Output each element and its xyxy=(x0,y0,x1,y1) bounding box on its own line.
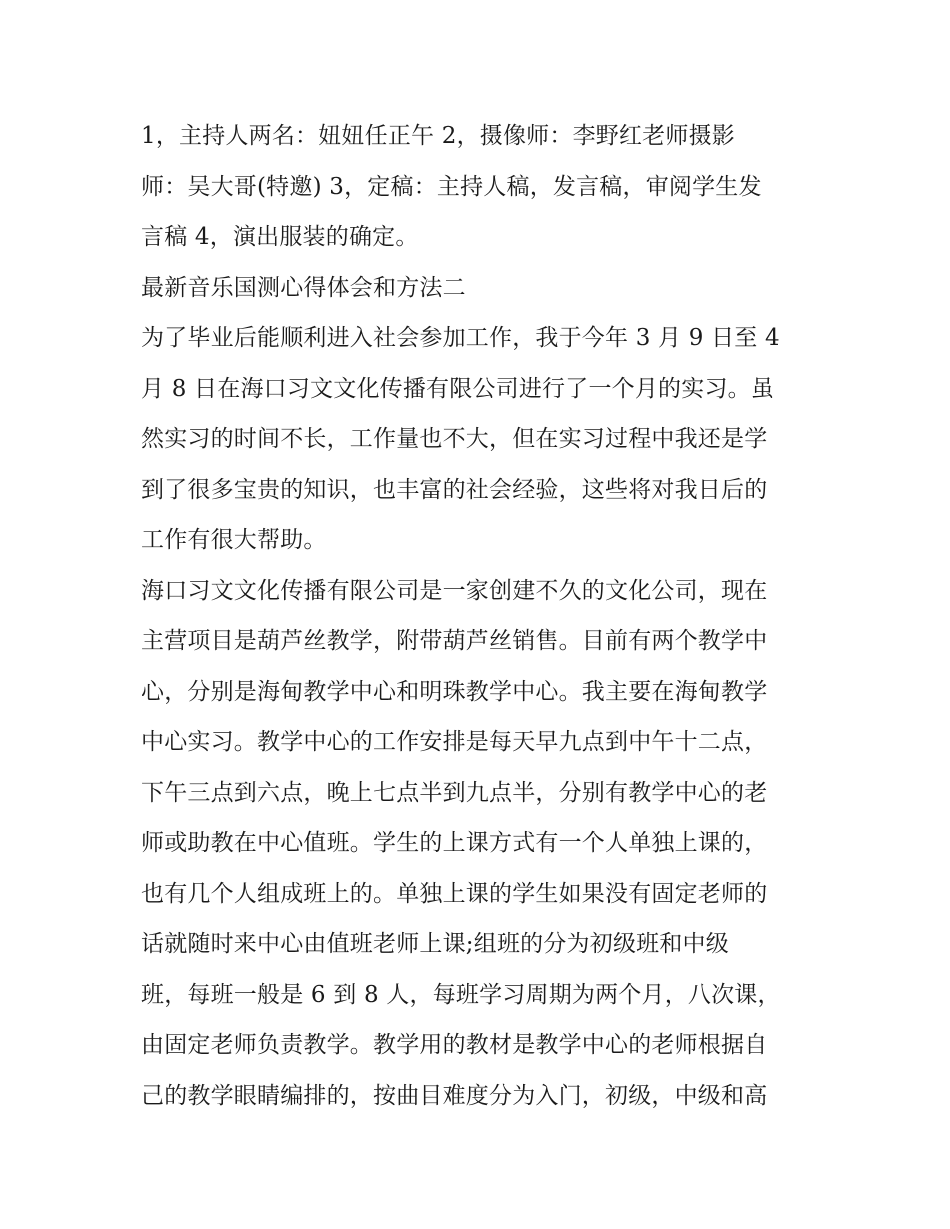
text-line: 到了很多宝贵的知识，也丰富的社会经验，这些将对我日后的 xyxy=(141,476,768,503)
text-line: 1，主持人两名：妞妞任正午 2，摄像师：李野红老师摄影 xyxy=(141,123,735,149)
section-heading: 最新音乐国测心得体会和方法二 xyxy=(141,274,466,301)
text-line: 师或助教在中心值班。学生的上课方式有一个人单独上课的， xyxy=(141,830,768,856)
text-line: 下午三点到六点，晚上七点半到九点半，分别有教学中心的老 xyxy=(141,779,768,806)
text-line: 己的教学眼睛编排的，按曲目难度分为入门，初级，中级和高 xyxy=(141,1082,768,1109)
document-body xyxy=(141,111,821,1121)
text-line: 师：吴大哥(特邀) 3，定稿：主持人稿，发言稿，审阅学生发 xyxy=(141,173,762,200)
text-line: 海口习文文化传播有限公司是一家创建不久的文化公司，现在 xyxy=(141,577,768,604)
text-line: 为了毕业后能顺利进入社会参加工作，我于今年 3 月 9 日至 4 xyxy=(141,325,780,351)
text-line: 心，分别是海甸教学中心和明珠教学中心。我主要在海甸教学 xyxy=(141,678,768,705)
text-line: 中心实习。教学中心的工作安排是每天早九点到中午十二点， xyxy=(141,729,768,755)
text-line: 月 8 日在海口习文文化传播有限公司进行了一个月的实习。虽 xyxy=(141,375,775,402)
text-line: 言稿 4，演出服装的确定。 xyxy=(141,224,419,250)
text-line: 由固定老师负责教学。教学用的教材是教学中心的老师根据自 xyxy=(141,1032,768,1058)
text-line: 工作有很大帮助。 xyxy=(141,527,327,553)
text-line: 然实习的时间不长，工作量也不大，但在实习过程中我还是学 xyxy=(141,426,768,452)
text-line: 也有几个人组成班上的。单独上课的学生如果没有固定老师的 xyxy=(141,880,768,907)
text-line: 话就随时来中心由值班老师上课;组班的分为初级班和中级 xyxy=(141,931,729,957)
text-line: 班，每班一般是 6 到 8 人，每班学习周期为两个月，八次课， xyxy=(141,981,781,1008)
text-line: 主营项目是葫芦丝教学，附带葫芦丝销售。目前有两个教学中 xyxy=(141,628,768,654)
